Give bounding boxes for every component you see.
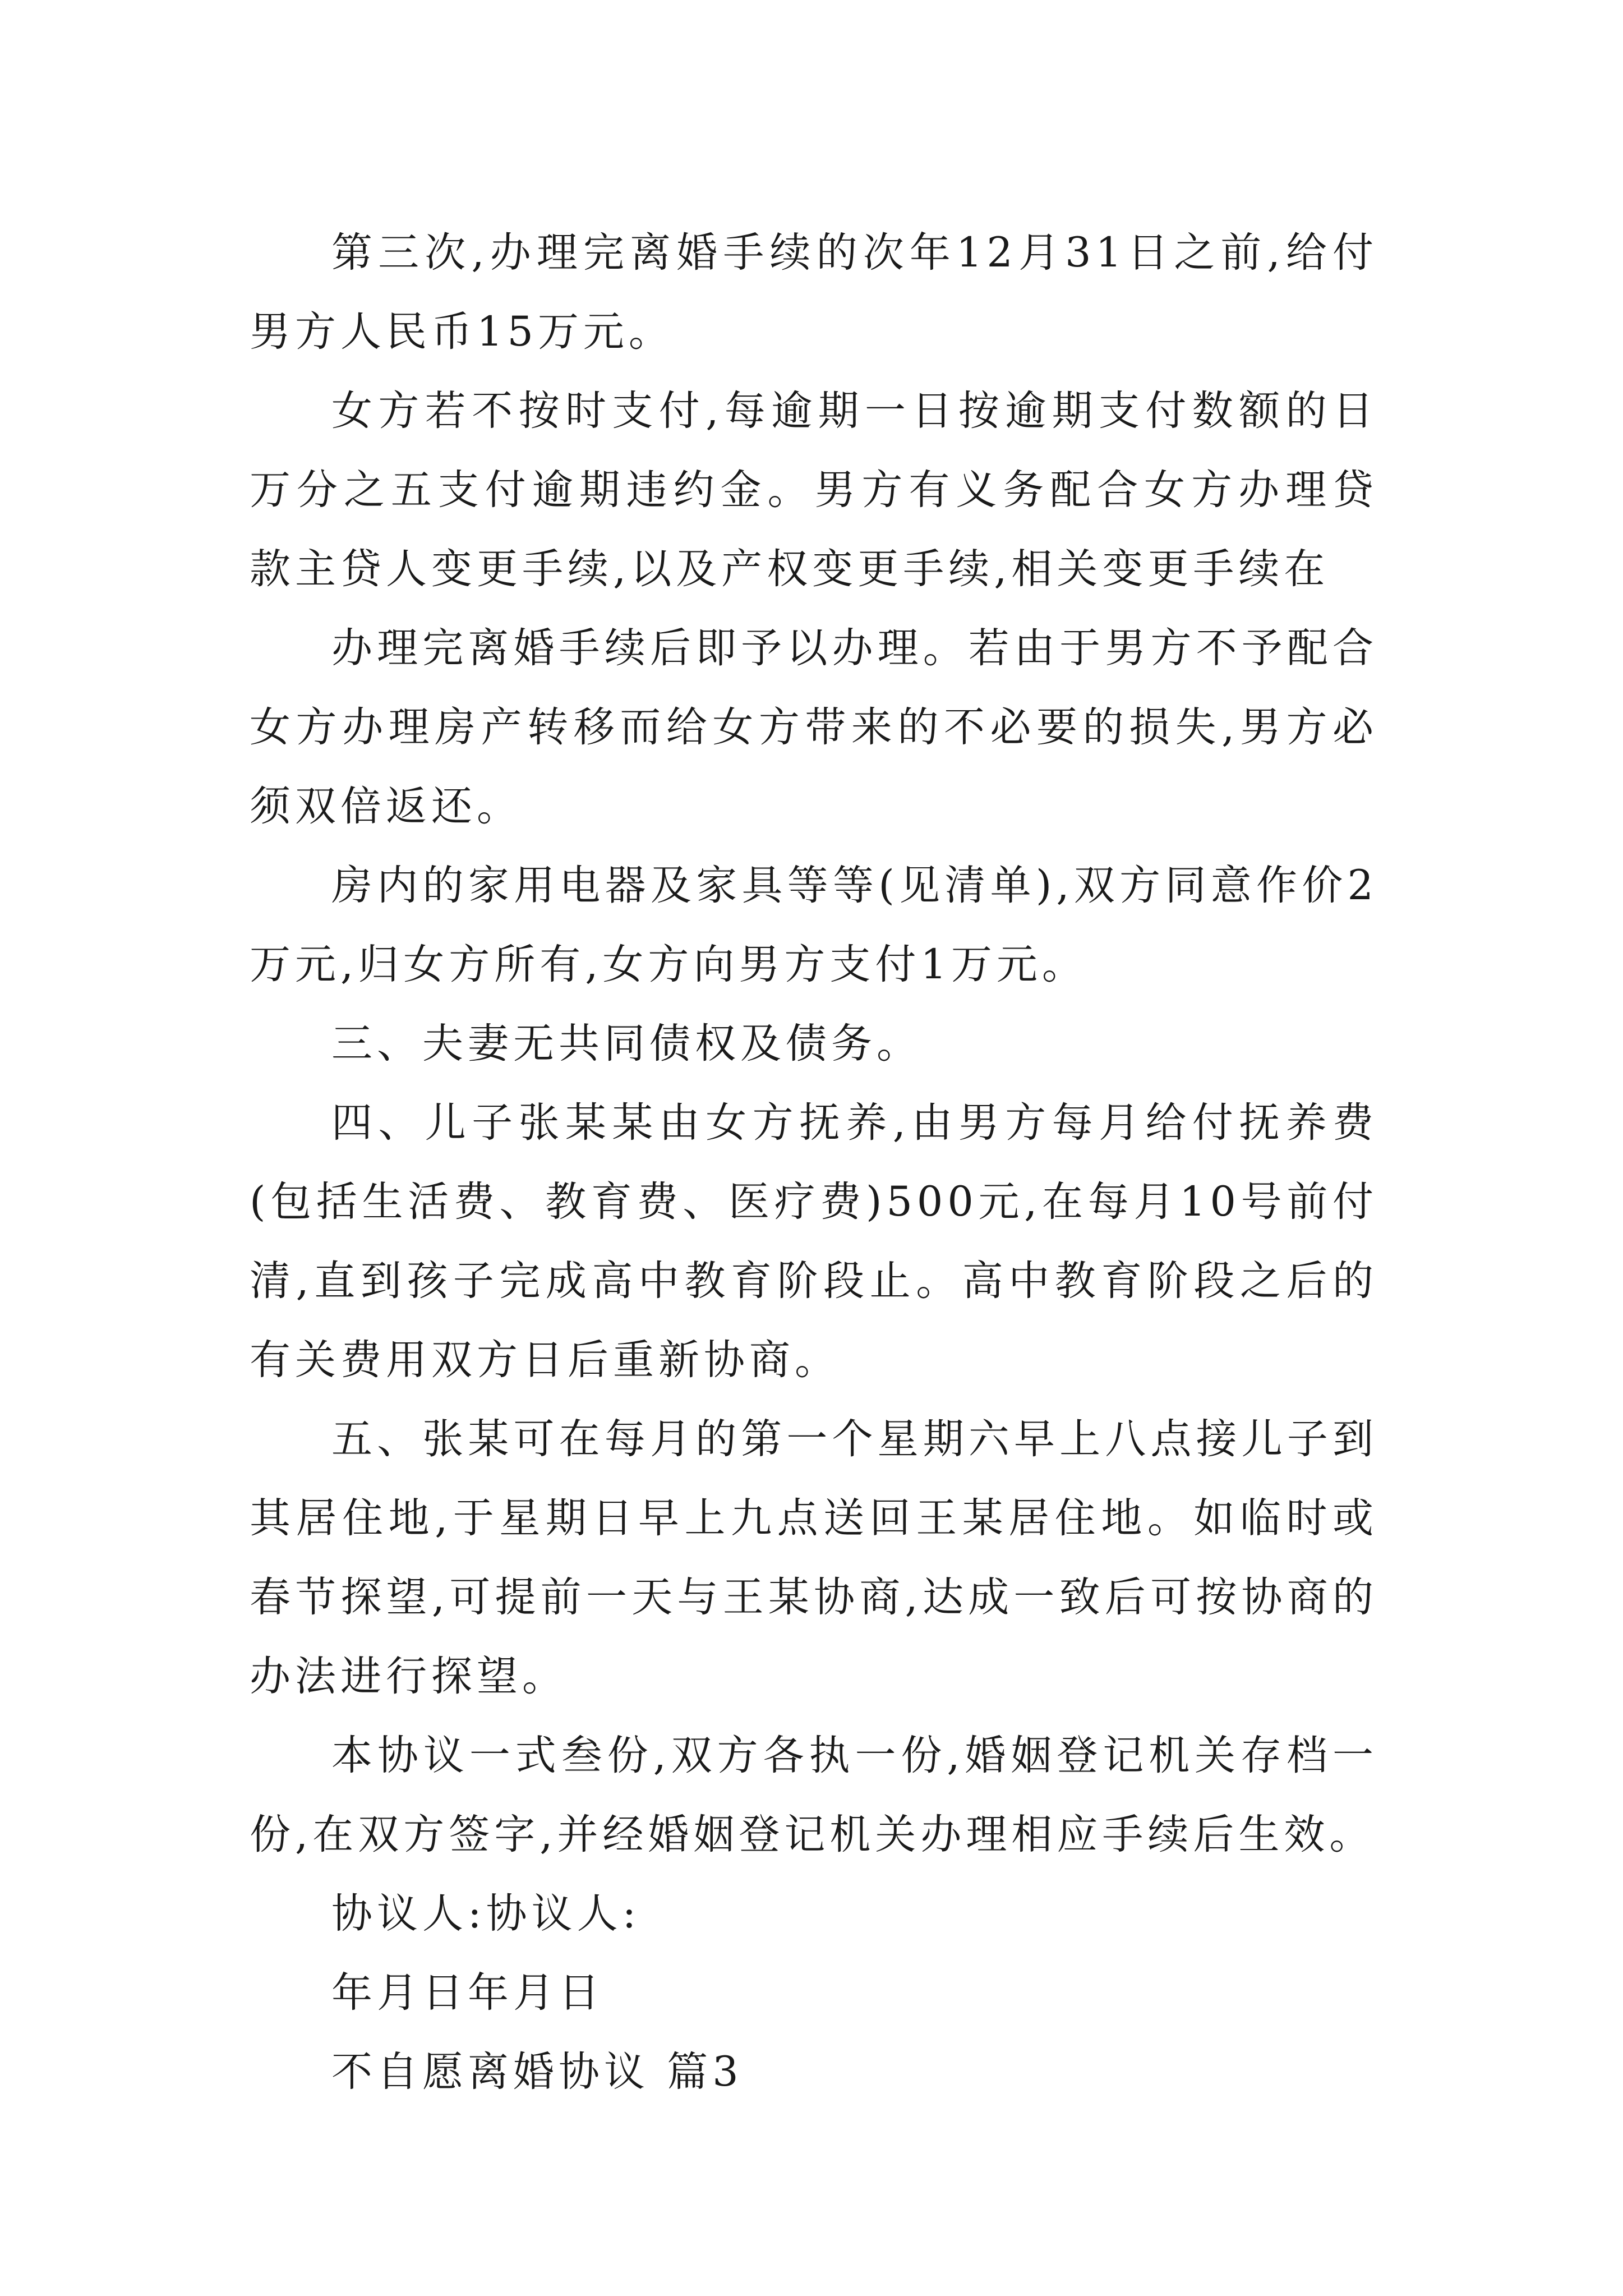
paragraph-transfer-procedure: 办理完离婚手续后即予以办理。若由于男方不予配合女方办理房产转移而给女方带来的不必要的损失,男方必须双倍返还。 (250, 624, 1378, 830)
paragraph-appliances-furniture: 房内的家用电器及家具等等(见清单),双方同意作价2万元,归女方所有,女方向男方支付1万元。 (250, 862, 1378, 988)
paragraph-child-custody: 四、儿子张某某由女方抚养,由男方每月给付抚养费(包括生活费、教育费、医疗费)500元,在每月10号前付清,直到孩子完成高中教育阶段止。高中教育阶段之后的有关费用双方日后重新协商。 (250, 1099, 1378, 1384)
paragraph-late-penalty: 女方若不按时支付,每逾期一日按逾期支付数额的日万分之五支付逾期违约金。男方有义务配合女方办理贷款主贷人变更手续,以及产权变更手续,相关变更手续在 (250, 387, 1378, 593)
section-heading: 不自愿离婚协议 篇3 (331, 2048, 743, 2096)
document-body (250, 213, 1378, 2111)
paragraph-third-payment: 第三次,办理完离婚手续的次年12月31日之前,给付男方人民币15万元。 (250, 229, 1378, 356)
paragraph-copies-effect: 本协议一式叁份,双方各执一份,婚姻登记机关存档一份,在双方签字,并经婚姻登记机关办理相应手续后生效。 (250, 1732, 1378, 1858)
paragraph-no-debts: 三、夫妻无共同债权及债务。 (331, 1020, 922, 1068)
date-line: 年月日年月日 (331, 1969, 604, 2017)
paragraph-visitation: 五、张某可在每月的第一个星期六早上八点接儿子到其居住地,于星期日早上九点送回王某居住地。如临时或春节探望,可提前一天与王某协商,达成一致后可按协商的办法进行探望。 (250, 1415, 1378, 1700)
signature-line: 协议人:协议人: (331, 1890, 641, 1938)
